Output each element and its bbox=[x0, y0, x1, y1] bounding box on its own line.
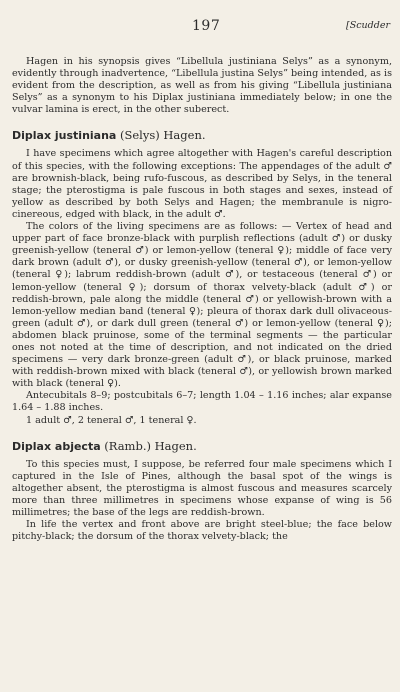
paragraph-justiniana-measurements: Antecubitals 8–9; postcubitals 6–7; length 1.04 – 1.16 inches; alar expanse 1.64 – 1.88 inches. bbox=[12, 390, 392, 414]
paragraph-abjecta-life-colors: In life the vertex and front above are bright steel-blue; the face below pitchy-black; the dorsum of the thorax velvety-black; the bbox=[12, 519, 392, 543]
paragraph-justiniana-specimens: 1 adult ♂, 2 teneral ♂, 1 teneral ♀. bbox=[26, 414, 197, 426]
species-authority: (Selys) Hagen. bbox=[120, 128, 206, 143]
page-number: 197 bbox=[192, 18, 221, 34]
paragraph-abjecta-description: To this species must, I suppose, be referred four male specimens which I captured in the Isle of Pines, although the basal spot of the wings is altogether absent, the pterostigma is almost fuscous and measures scarcely more than three millimetres in specimens whose expanse of wing is 56 millimetres; the base of the legs are reddish-brown. bbox=[12, 458, 392, 518]
paragraph-justiniana-description: I have specimens which agree altogether with Hagen's careful description of this species, with the following exceptions: The appendages of the adult ♂ are brownish-black, being rufo-fuscous, as described by Selys, in the teneral stage; the pterostigma is pale fuscous in both stages and sexes, instead of yellow as described by both Selys and Hagen; the membranule is nigro-cinereous, edged with black, in the adult ♂. bbox=[12, 148, 392, 220]
paragraph-justiniana-colors: The colors of the living specimens are as follows: — Vertex of head and upper part of face bronze-black with purplish reflections (adult ♂) or dusky greenish-yellow (teneral ♂) or lemon-yellow (teneral ♀); middle of face very dark brown (adult ♂), or dusky greenish-yellow (teneral ♂), or lemon-yellow (teneral ♀); labrum reddish-brown (adult ♂), or testaceous (teneral ♂) or lemon-yellow (teneral ♀); dorsum of thorax velvety-black (adult ♂) or reddish-brown, pale along the middle (teneral ♂) or yellowish-brown with a lemon-yellow median band (teneral ♀); pleura of thorax dark dull olivaceous-green (adult ♂), or dark dull green (teneral ♂) or lemon-yellow (teneral ♀); abdomen black pruinose, some of the terminal segments — the particular ones not noted at the time of description, and not indicated on the dried specimens — very dark bronze-green (adult ♂), or black pruinose, marked with reddish-brown mixed with black (teneral ♂), or yellowish brown marked with black (teneral ♀). bbox=[12, 221, 392, 390]
species-name: Diplax abjecta bbox=[12, 439, 101, 453]
page-header bbox=[12, 18, 392, 42]
species-name: Diplax justiniana bbox=[12, 129, 117, 143]
paragraph-intro: Hagen in his synopsis gives “Libellula justiniana Selys” as a synonym, evidently through inadvertence, “Libellula justina Selys” being intended, as is evident from the description, as well as from his giving “Libellula justiniana Selys” as a synonym to his Diplax justiniana immediately below; in one the vulvar lamina is erect, in the other suberect. bbox=[12, 56, 392, 116]
running-head: [Scudder bbox=[346, 20, 390, 31]
species-authority: (Ramb.) Hagen. bbox=[104, 438, 197, 453]
heading-diplax-justiniana bbox=[12, 128, 392, 143]
heading-diplax-abjecta bbox=[12, 439, 392, 454]
